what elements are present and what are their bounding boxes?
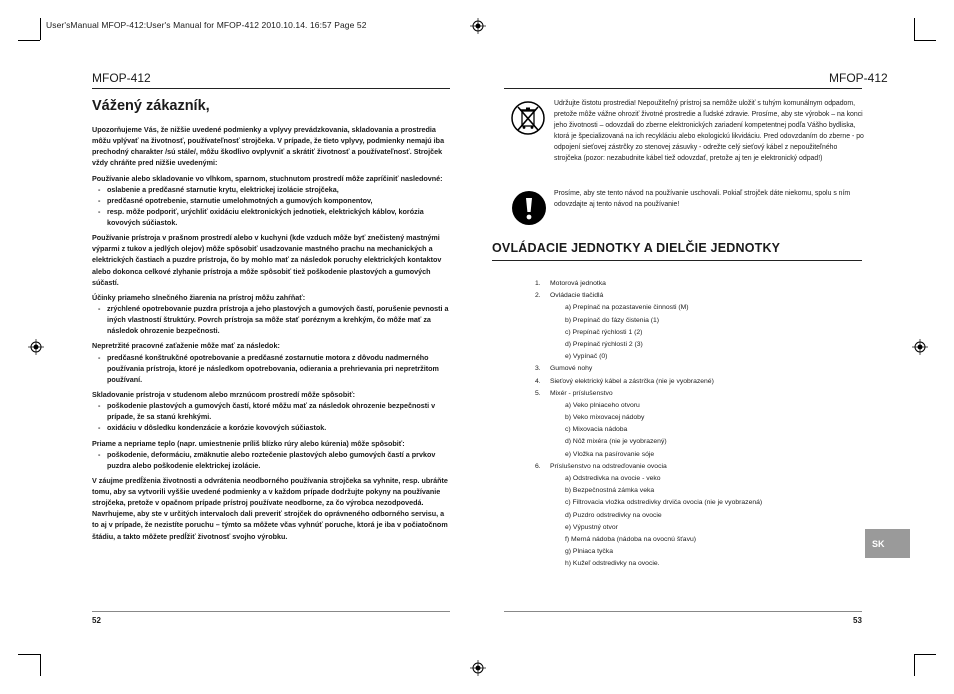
crop-mark: [40, 18, 41, 40]
environment-notice: Udržujte čistotu prostredia! Nepoužiteľný prístroj sa nemôže uložiť s tuhým komunálnym odpadom, pretože môže vážne ohroziť životné prostredie a ľudské zdravie. Prosíme, aby ste výrobok – na konci jeho životnosti – odovzdali do zberne elektronických zariadení kompetentnej podľa Vášho bydliska, ktorá je špecializovaná na ich recykláciu alebo ekologickú likvidáciu. Pred odovzdaním do zberne - po odpojení sieťovej zástrčky zo stenovej zásuvky - odrežte celý sieťový kábel z nepoužiteľného strojčeka (pozor: nezabudnite kábel tiež odovzdať, pretože aj ten je elektronický odpad!): [554, 100, 864, 162]
list-item: - poškodenie, deformáciu, zmäknutie alebo roztečenie plastových alebo gumových častí a prvkov puzdra alebo poškodenie elektrickej izolácie.: [92, 449, 450, 471]
paragraph: Upozorňujeme Vás, že nižšie uvedené podmienky a vplyvy prevádzkovania, skladovania a prostredia môžu vplývať na životnosť, používateľnosť strojčeka. V prípade, že tieto vplyvy, podmienky nemajú iba prechodný charakter /sú stále/, môžu škodlivo ovplyvniť a skrátiť životnosť a používateľnosť. Strojček vždy chráňte pred nižšie uvedenými:: [92, 125, 445, 168]
model-label-left: MFOP-412: [92, 71, 151, 85]
paragraph: Používanie alebo skladovanie vo vlhkom, sparnom, stuchnutom prostredí môže zapríčiniť nasledovné:: [92, 173, 443, 183]
list-item: [535, 424, 762, 436]
crop-mark: [914, 654, 915, 676]
bullet-list: [92, 303, 450, 336]
list-item-number: [535, 315, 550, 327]
crop-mark: [914, 654, 936, 655]
list-item: - predčasné konštrukčné opotrebovanie a predčasné zostarnutie motora z dôvodu nadmerného používania prístroja, ktoré je následkom opotrebovania, odierania a prehrievania pri nepretržitom používaní.: [92, 352, 450, 385]
page-title: Vážený zákazník,: [92, 98, 210, 114]
paragraph: Nepretržité pracovné zaťaženie môže mať za následok:: [92, 341, 280, 351]
list-item-label: f) Merná nádoba (nádoba na ovocnú šťavu): [565, 535, 697, 543]
header-rule-left: [92, 88, 450, 89]
list-item-number: [535, 497, 550, 509]
list-item-number: 6.: [535, 462, 541, 470]
list-item-label: Mixér - príslušenstvo: [550, 389, 613, 397]
list-item-label: b) Bezpečnostná zámka veka: [565, 487, 655, 495]
list-item: [535, 485, 762, 497]
list-item: [535, 473, 762, 485]
list-item-number: 4.: [535, 377, 541, 385]
footer-rule-right: [504, 611, 862, 612]
header-rule-right: [504, 88, 862, 89]
registration-mark-icon: [28, 339, 44, 355]
list-item: [535, 461, 762, 473]
list-item-number: [535, 510, 550, 522]
section-title: OVLÁDACIE JEDNOTKY A DIELČIE JEDNOTKY: [492, 241, 781, 255]
list-item: [535, 522, 762, 534]
list-item-label: c) Mixovacia nádoba: [565, 426, 628, 434]
print-header: User'sManual MFOP-412:User's Manual for MFOP-412 2010.10.14. 16:57 Page 52: [46, 20, 367, 30]
list-item-label: g) Plniaca tyčka: [565, 548, 613, 556]
list-item-label: d) Nôž mixéra (nie je vyobrazený): [565, 438, 667, 446]
list-item-number: [535, 436, 550, 448]
registration-mark-icon: [470, 18, 486, 34]
list-item-label: Gumové nohy: [550, 365, 593, 373]
page-number-left: 52: [92, 616, 101, 625]
list-item: [535, 449, 762, 461]
bullet-list: [92, 400, 450, 433]
list-item: [535, 339, 762, 351]
paragraph: Používanie prístroja v prašnom prostredí alebo v kuchyni (kde vzduch môže byť znečistený mastnými výparmi z tukov a jedlých olejov) môže spôsobiť usadzovanie mastného prachu na mechanických a elektrických častiach a puzdre prístroja, čo by mohlo mať za následok poruchy elektrických kontaktov alebo dokonca celkové zlyhanie prístroja a môže spôsobiť tiež poškodenie plastových a gumových súčastí.: [92, 233, 442, 287]
list-item-number: 2.: [535, 292, 541, 300]
footer-rule-left: [92, 611, 450, 612]
list-item-label: c) Prepínač rýchlosti 1 (2): [565, 328, 643, 336]
intro-text: [92, 124, 450, 546]
list-item-label: Ovládacie tlačidlá: [550, 292, 604, 300]
list-item-label: h) Kužeľ odstredivky na ovocie.: [565, 560, 660, 568]
crossed-out-bin-icon: [511, 101, 545, 135]
bullet-list: [92, 449, 450, 471]
list-item-number: [535, 485, 550, 497]
list-item: [535, 400, 762, 412]
list-item-label: c) Filtrovacia vložka odstredivky drviča ovocia (nie je vyobrazená): [565, 499, 763, 507]
list-item-number: [535, 351, 550, 363]
list-item: [535, 363, 762, 375]
paragraph: Účinky priameho slnečného žiarenia na prístroj môžu zahŕňať:: [92, 292, 306, 302]
list-item-label: a) Odstredivka na ovocie - veko: [565, 475, 661, 482]
list-item-label: Sieťový elektrický kábel a zástrčka (nie je vyobrazené): [550, 377, 714, 385]
paragraph: Skladovanie prístroja v studenom alebo mrznúcom prostredí môže spôsobiť:: [92, 390, 356, 399]
list-item-label: e) Vypínač (0): [565, 353, 608, 361]
list-item: [535, 510, 762, 522]
list-item: [535, 315, 762, 327]
list-item-label: d) Prepínač rýchlosti 2 (3): [565, 340, 643, 348]
list-item-number: [535, 546, 550, 558]
list-item-label: e) Výpustný otvor: [565, 523, 618, 531]
list-item-label: b) Veko mixovacej nádoby: [565, 414, 645, 422]
registration-mark-icon: [470, 660, 486, 676]
list-item-label: b) Prepínač do fázy čistenia (1): [565, 316, 660, 324]
list-item-number: [535, 424, 550, 436]
list-item-number: [535, 412, 550, 424]
list-item: - zrýchlené opotrebovanie puzdra prístroja a jeho plastových a gumových častí, porušenie pevnosti a iných vlastností štruktúry. Povrch prístroja sa môže stať poréznym a krehkým, čo môže mať za následok ohrozenie bezpečnosti.: [92, 303, 450, 336]
bullet-list: [92, 184, 450, 228]
list-item-number: 1.: [535, 280, 541, 287]
list-item: [535, 278, 762, 290]
list-item: [535, 558, 762, 570]
list-item: [535, 534, 762, 546]
paragraph: Priame a nepriame teplo (napr. umiestnenie príliš blízko rúry alebo kúrenia) môže spôsobiť:: [92, 438, 405, 448]
list-item-label: a) Veko plniaceho otvoru: [565, 401, 640, 409]
list-item-number: [535, 400, 550, 412]
exclamation-icon: [512, 191, 546, 225]
list-item: [535, 327, 762, 339]
parts-list: [535, 278, 762, 571]
bullet-list: [92, 352, 450, 385]
list-item-number: [535, 327, 550, 339]
list-item-number: 3.: [535, 365, 541, 373]
list-item: - poškodenie plastových a gumových častí, ktoré môžu mať za následok ohrozenie bezpečnosti v prípade, že sa stanú krehkými.: [92, 400, 450, 422]
crop-mark: [18, 40, 40, 41]
list-item-number: 5.: [535, 389, 541, 397]
list-item: - predčasné opotrebenie, starnutie umelohmotných a gumových komponentov,: [92, 195, 450, 206]
list-item: [535, 546, 762, 558]
crop-mark: [40, 654, 41, 676]
list-item: [535, 388, 762, 400]
list-item: [535, 376, 762, 388]
list-item-number: [535, 449, 550, 461]
list-item-label: d) Puzdro odstredivky na ovocie: [565, 511, 662, 519]
list-item-number: [535, 339, 550, 351]
list-item-number: [535, 522, 550, 534]
page-number-right: 53: [853, 616, 862, 625]
list-item: [535, 412, 762, 424]
list-item: - oslabenie a predčasné starnutie krytu, elektrickej izolácie strojčeka,: [92, 184, 450, 195]
list-item: - oxidáciu v dôsledku kondenzácie a korózie kovových súčiastok.: [92, 422, 450, 433]
language-tab: SK: [865, 529, 910, 558]
list-item-number: [535, 473, 550, 485]
crop-mark: [914, 18, 915, 40]
section-rule: [492, 260, 862, 261]
list-item-label: Príslušenstvo na odstreďovanie ovocia: [550, 462, 667, 470]
list-item-number: [535, 534, 550, 546]
list-item: [535, 302, 762, 314]
list-item-label: Motorová jednotka: [550, 280, 606, 287]
list-item: - resp. môže podporiť, urýchliť oxidáciu elektronických jednotiek, elektrických káblov, korózia kovových súčiastok.: [92, 206, 450, 228]
registration-mark-icon: [912, 339, 928, 355]
crop-mark: [914, 40, 936, 41]
list-item-number: [535, 302, 550, 314]
list-item: [535, 290, 762, 302]
list-item: [535, 351, 762, 363]
paragraph: V záujme predĺženia životnosti a odvrátenia neodborného používania strojčeka sa vyhnite, resp. ubráňte tomu, aby sa vytvorili vyššie uvedené podmienky a v každom prípade dodržujte pokyny na používanie strojčeka, pretože v opačnom prípade prístroj používate neodborne, za čo výrobca nezodpovedá. Navrhujeme, aby ste v určitých intervaloch dali preveriť strojček do oprávneného odborného servisu, a to aj v prípade, že nezistíte poruchu – týmto sa môžete včas vyhnúť poruche, ktorá je iba v počiatočnom štádiu, a takto môžete predĺžiť životnosť svojho výrobku.: [92, 476, 448, 541]
list-item: [535, 436, 762, 448]
list-item-number: [535, 558, 550, 570]
model-label-right: MFOP-412: [829, 71, 888, 85]
list-item-label: e) Vložka na pasírovanie sóje: [565, 450, 655, 458]
crop-mark: [18, 654, 40, 655]
list-item-label: a) Prepínač na pozastavenie činnosti (M): [565, 304, 689, 312]
keep-manual-notice: Prosíme, aby ste tento návod na používanie uschovali. Pokiaľ strojček dáte niekomu, spolu s ním odovzdajte aj tento návod na používanie!: [554, 190, 851, 208]
list-item: [535, 497, 762, 509]
